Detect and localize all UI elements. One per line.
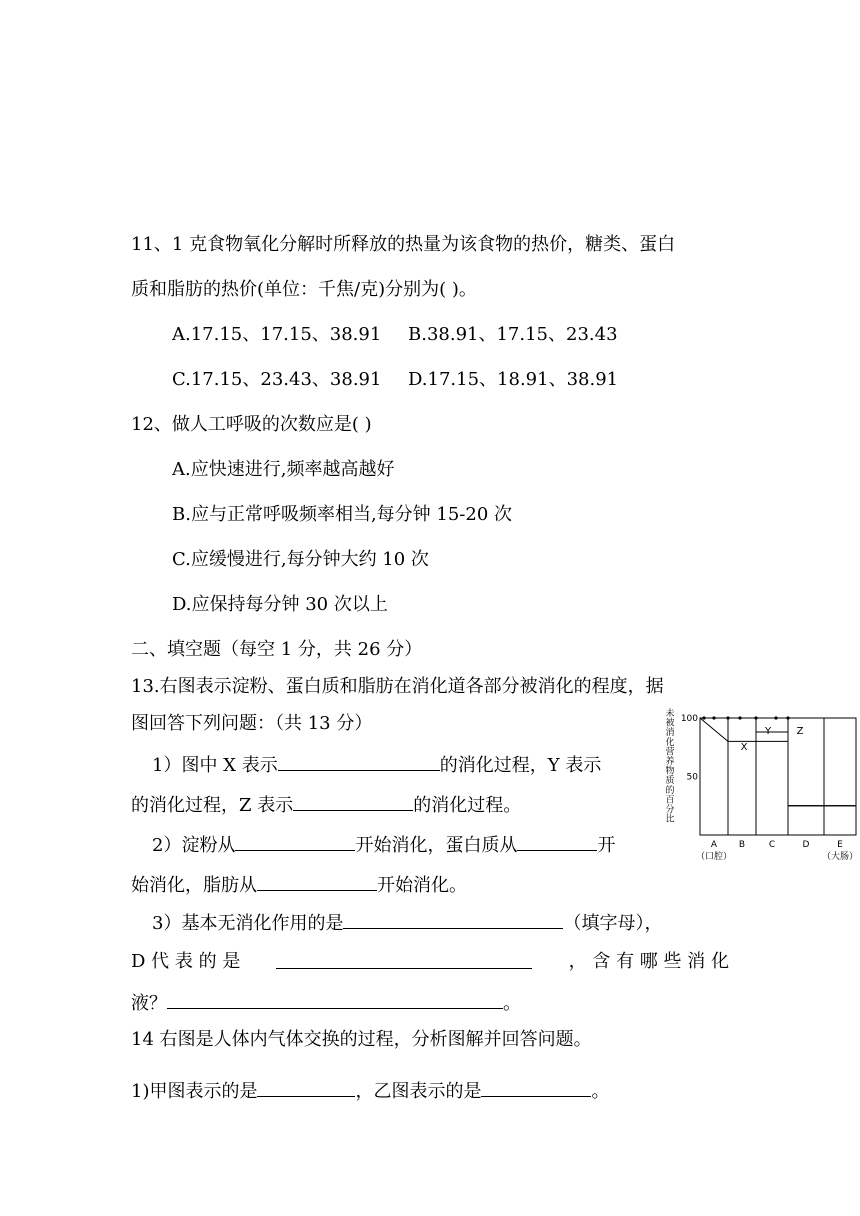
blank-x[interactable]	[278, 752, 440, 771]
q11-option-b: B.38.91、17.15、23.43	[408, 324, 618, 345]
q11-line2: 质和脂肪的热价(单位：千焦/克)分别为( )。	[131, 279, 477, 300]
q11-option-c: C.17.15、23.43、38.91	[172, 369, 382, 390]
series-X-label: X	[740, 742, 748, 753]
q13-part1-text-b: 的消化过程，Y 表示	[439, 755, 602, 776]
x-tick-label: B	[738, 840, 746, 850]
data-point	[738, 716, 741, 719]
q12-option-d: D.应保持每分钟 30 次以上	[172, 594, 388, 615]
series-Y-line	[700, 718, 856, 806]
blank-digestive-juices[interactable]	[167, 990, 503, 1009]
q13-part1-text-a: 1）图中 X 表示	[152, 755, 278, 776]
y-label-char: 营	[665, 747, 675, 758]
y-axis-label	[665, 708, 674, 825]
q13-line1: 13.右图表示淀粉、蛋白质和脂肪在消化道各部分被消化的程度，据	[131, 676, 664, 697]
data-point	[726, 716, 729, 719]
q13-part3-text-b: （填字母），	[563, 913, 663, 934]
q13-part2-text-b: 开始消化，蛋白质从	[355, 835, 518, 856]
q13-part3-line1	[152, 910, 662, 936]
x-tick-label: D	[802, 840, 810, 850]
q11-option-a: A.17.15、17.15、38.91	[172, 324, 382, 345]
q12-stem: 12、做人工呼吸的次数应是( )	[131, 414, 372, 435]
blank-no-digestion[interactable]	[343, 910, 563, 929]
q11-line1: 11、1 克食物氧化分解时所释放的热量为该食物的热价，糖类、蛋白	[131, 234, 676, 255]
plot-border	[700, 718, 856, 835]
y-tick-label: 100	[680, 714, 698, 724]
q13-line2: 图回答下列问题：（共 13 分）	[131, 713, 373, 734]
y-label-char: 物	[665, 766, 675, 777]
data-point	[712, 716, 715, 719]
blank-d-represents[interactable]	[276, 950, 532, 969]
blank-jia[interactable]	[257, 1078, 355, 1097]
y-label-char: 化	[665, 737, 675, 748]
q14-stem: 14 右图是人体内气体交换的过程，分析图解并回答问题。	[131, 1029, 592, 1050]
q12-option-b: B.应与正常呼吸频率相当,每分钟 15-20 次	[172, 504, 513, 525]
x-tick-label: A	[710, 840, 718, 850]
data-point	[754, 716, 757, 719]
y-label-char: 质	[665, 776, 675, 787]
series-Y-label: Y	[764, 726, 772, 737]
q14-part1	[131, 1078, 609, 1104]
q13-part1-line1	[152, 752, 601, 778]
y-label-char: 未	[665, 709, 675, 719]
blank-protein-start[interactable]	[517, 832, 597, 851]
x-tick-note: （口腔）	[695, 852, 733, 862]
blank-fat-start[interactable]	[257, 872, 377, 891]
q13-part2-text-e: 开始消化。	[377, 875, 467, 896]
q13-part3-text-d: 液？	[131, 993, 167, 1014]
chart-frame	[700, 718, 856, 835]
series-Z-line	[700, 718, 856, 806]
series-lines	[700, 716, 856, 805]
x-tick-label: E	[837, 840, 843, 850]
x-tick-note: （大肠）	[821, 852, 859, 862]
q13-part3-line3	[131, 990, 521, 1016]
data-point	[702, 716, 705, 719]
q13-part2-line1	[152, 832, 615, 858]
q13-part1-text-d: 的消化过程。	[413, 795, 522, 816]
q12-option-a: A.应快速进行,频率越高越好	[172, 459, 395, 480]
q13-part3-text-c2: ， 含 有 哪 些 消 化	[568, 951, 729, 972]
y-label-char: 比	[665, 814, 675, 825]
series-Z-label: Z	[796, 726, 804, 737]
q13-part1-text-c: 的消化过程，Z 表示	[131, 795, 294, 816]
q13-part2-text-d: 始消化，脂肪从	[131, 875, 257, 896]
q14-part1-text-c: 。	[591, 1081, 610, 1102]
q14-part1-text-b: ，乙图表示的是	[355, 1081, 482, 1102]
q11-option-d: D.17.15、18.91、38.91	[408, 369, 619, 390]
y-tick-label: 50	[686, 772, 698, 783]
data-point	[774, 716, 777, 719]
y-label-char: 养	[665, 757, 675, 767]
section-title: 二、填空题（每空 1 分，共 26 分）	[131, 639, 423, 660]
q13-part3-line2	[131, 950, 729, 974]
x-tick-label: C	[768, 840, 776, 850]
q13-part3-text-e: 。	[503, 993, 521, 1014]
q12-option-c: C.应缓慢进行,每分钟大约 10 次	[172, 549, 429, 570]
blank-z[interactable]	[293, 792, 413, 811]
blank-yi[interactable]	[481, 1078, 591, 1097]
y-label-char: 分	[665, 805, 675, 815]
y-label-char: 的	[665, 785, 675, 796]
data-point	[786, 716, 789, 719]
q13-part2-text-c: 开	[597, 835, 616, 856]
blank-starch-start[interactable]	[235, 832, 355, 851]
q13-part1-line2	[131, 792, 521, 818]
q13-part2-line2	[131, 872, 467, 898]
y-label-char: 被	[665, 718, 675, 729]
q14-part1-text-a: 1)甲图表示的是	[131, 1081, 258, 1102]
q13-part2-text-a: 2）淀粉从	[152, 835, 236, 856]
q13-part3-text-a: 3）基本无消化作用的是	[152, 913, 344, 934]
y-label-char: 消	[665, 728, 675, 739]
series-X-line	[700, 718, 856, 806]
digestion-chart	[660, 708, 860, 868]
q13-part3-text-c1: D 代 表 的 是	[131, 951, 241, 972]
y-label-char: 百	[665, 795, 675, 806]
y-axis-ticks	[681, 714, 698, 783]
x-axis-ticks	[696, 840, 858, 862]
